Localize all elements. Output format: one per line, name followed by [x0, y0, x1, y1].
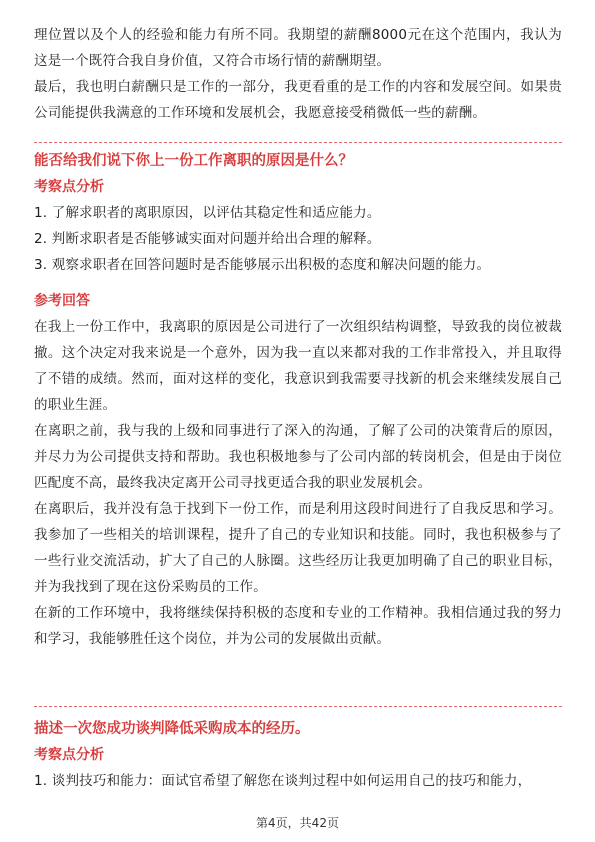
question-1-section	[34, 148, 562, 652]
intro-paragraph-2: 最后，我也明白薪酬只是工作的一部分，我更看重的是工作的内容和发展空间。如果贵公司能提供我满意的工作环境和发展机会，我愿意接受稍微低一些的薪酬。	[34, 79, 562, 121]
question-2-analysis-item-1: 1. 谈判技巧和能力：面试官希望了解您在谈判过程中如何运用自己的技巧和能力，	[34, 773, 532, 789]
question-1-answer-title: 参考回答	[34, 293, 90, 309]
question-2-title: 描述一次您成功谈判降低采购成本的经历。	[34, 721, 310, 737]
question-1-analysis-item-1: 1. 了解求职者的离职原因，以评估其稳定性和适应能力。	[34, 205, 381, 221]
question-1-answer-paragraph-3: 在离职后，我并没有急于找到下一份工作，而是利用这段时间进行了自我反思和学习。我参加了一些相关的培训课程，提升了自己的专业知识和技能。同时，我也积极参与了一些行业交流活动，扩大了自己的人脉圈。这些经历让我更加明确了自己的职业目标，并为我找到了现在这份采购员的工作。	[34, 501, 562, 595]
question-1-answer-paragraph-1: 在我上一份工作中，我离职的原因是公司进行了一次组织结构调整，导致我的岗位被裁撤。这个决定对我来说是一个意外，因为我一直以来都对我的工作非常投入，并且取得了不错的成绩。然而，面对这样的变化，我意识到我需要寻找新的机会来继续发展自己的职业生涯。	[34, 319, 562, 413]
question-1-answer-paragraph-4: 在新的工作环境中，我将继续保持积极的态度和专业的工作精神。我相信通过我的努力和学习，我能够胜任这个岗位，并为公司的发展做出贡献。	[34, 605, 562, 647]
page-number: 第4页，共42页	[256, 816, 339, 830]
intro-section	[34, 22, 562, 126]
page-footer	[0, 814, 595, 831]
question-2-analysis-title: 考察点分析	[34, 747, 104, 763]
question-1-title: 能否给我们说下你上一份工作离职的原因是什么？	[34, 153, 353, 169]
section-divider-1	[34, 142, 562, 143]
question-1-analysis-item-3: 3. 观察求职者在回答问题时是否能够展示出积极的态度和解决问题的能力。	[34, 257, 491, 273]
question-1-analysis-title: 考察点分析	[34, 179, 104, 195]
section-divider-2	[34, 706, 562, 707]
question-2-section	[34, 716, 562, 794]
question-1-answer-paragraph-2: 在离职之前，我与我的上级和同事进行了深入的沟通，了解了公司的决策背后的原因，并尽力为公司提供支持和帮助。我也积极地参与了公司内部的转岗机会，但是由于岗位匹配度不高，最终我决定离开公司寻找更适合我的职业发展机会。	[34, 423, 562, 491]
question-1-analysis-item-2: 2. 判断求职者是否能够诚实面对问题并给出合理的解释。	[34, 231, 381, 247]
intro-paragraph-1: 理位置以及个人的经验和能力有所不同。我期望的薪酬8000元在这个范围内，我认为这是一个既符合我自身价值，又符合市场行情的薪酬期望。	[34, 27, 562, 69]
